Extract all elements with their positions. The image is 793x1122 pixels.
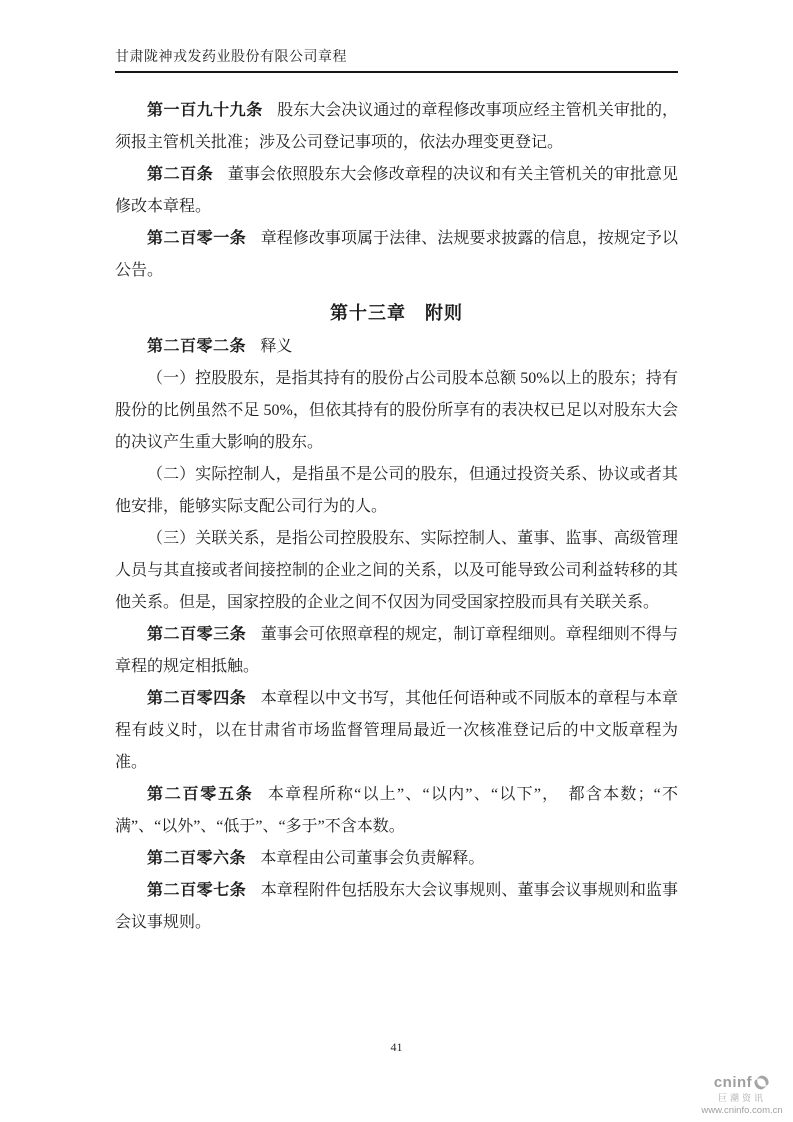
- article-number: 第二百零六条: [147, 850, 247, 867]
- article-text: （二）实际控制人，是指虽不是公司的股东，但通过投资关系、协议或者其他安排，能够实际支配公司行为的人。: [115, 466, 678, 515]
- article-text: （三）关联关系，是指公司控股股东、实际控制人、董事、监事、高级管理人员与其直接或者间接控制的企业之间的关系，以及可能导致公司利益转移的其他关系。但是，国家控股的企业之间不仅因为同受国家控股而具有关联关系。: [115, 530, 678, 611]
- article-paragraph-205: [115, 779, 678, 843]
- article-text: 本章程附件包括股东大会议事规则、董事会议事规则和监事会议事规则。: [115, 882, 678, 931]
- article-number: 第一百九十九条: [147, 102, 263, 119]
- article-number: 第二百零四条: [147, 690, 247, 707]
- article-number: 第二百零一条: [147, 230, 247, 247]
- article-text: 本章程以中文书写，其他任何语种或不同版本的章程与本章程有歧义时，以在甘肃省市场监督管理局最近一次核准登记后的中文版章程为准。: [115, 690, 678, 771]
- header-title: 甘肃陇神戎发药业股份有限公司章程: [115, 50, 347, 65]
- article-paragraph-202: [115, 331, 678, 363]
- page-number: 41: [390, 1040, 403, 1054]
- article-paragraph-206: [115, 843, 678, 875]
- article-text: （一）控股股东，是指其持有的股份占公司股本总额 50%以上的股东；持有股份的比例虽然不足 50%，但依其持有的股份所享有的表决权已足以对股东大会的决议产生重大影响的股东。: [115, 370, 678, 451]
- cninfo-logo: [692, 1074, 792, 1116]
- article-text: 董事会依照股东大会修改章程的决议和有关主管机关的审批意见修改本章程。: [115, 166, 678, 215]
- article-text: 董事会可依照章程的规定，制订章程细则。章程细则不得与章程的规定相抵触。: [115, 626, 678, 675]
- logo-brand-row: [692, 1074, 792, 1091]
- page-header: [115, 0, 678, 73]
- article-number: 第二百零二条: [147, 338, 247, 355]
- article-text: 章程修改事项属于法律、法规要求披露的信息，按规定予以公告。: [115, 230, 678, 279]
- definition-item-2: [115, 459, 678, 523]
- article-paragraph-204: [115, 683, 678, 779]
- logo-url: www.cninfo.com.cn: [701, 1105, 783, 1116]
- article-paragraph-199: [115, 95, 678, 159]
- logo-brand-text: cninf: [713, 1074, 753, 1091]
- article-paragraph-200: [115, 159, 678, 223]
- logo-chinese-name: 巨潮资讯: [717, 1093, 766, 1103]
- document-body: [115, 73, 678, 939]
- article-number: 第二百零五条: [147, 786, 254, 803]
- definition-item-1: [115, 363, 678, 459]
- article-paragraph-203: [115, 619, 678, 683]
- swirl-s-icon: [753, 1074, 770, 1091]
- article-number: 第二百条: [147, 166, 214, 183]
- article-text: 股东大会决议通过的章程修改事项应经主管机关审批的，须报主管机关批准；涉及公司登记事项的，依法办理变更登记。: [115, 102, 678, 151]
- article-number: 第二百零三条: [147, 626, 247, 643]
- article-paragraph-201: [115, 223, 678, 287]
- article-text: 释义: [260, 338, 293, 355]
- article-text: 本章程所称“以上”、“以内”、“以下”， 都含本数；“不满”、“以外”、“低于”、“多于”不含本数。: [115, 786, 678, 835]
- article-number: 第二百零七条: [147, 882, 247, 899]
- definition-item-3: [115, 523, 678, 619]
- chapter-heading: 第十三章 附则: [330, 303, 463, 323]
- article-paragraph-207: [115, 875, 678, 939]
- article-text: 本章程由公司董事会负责解释。: [260, 850, 485, 867]
